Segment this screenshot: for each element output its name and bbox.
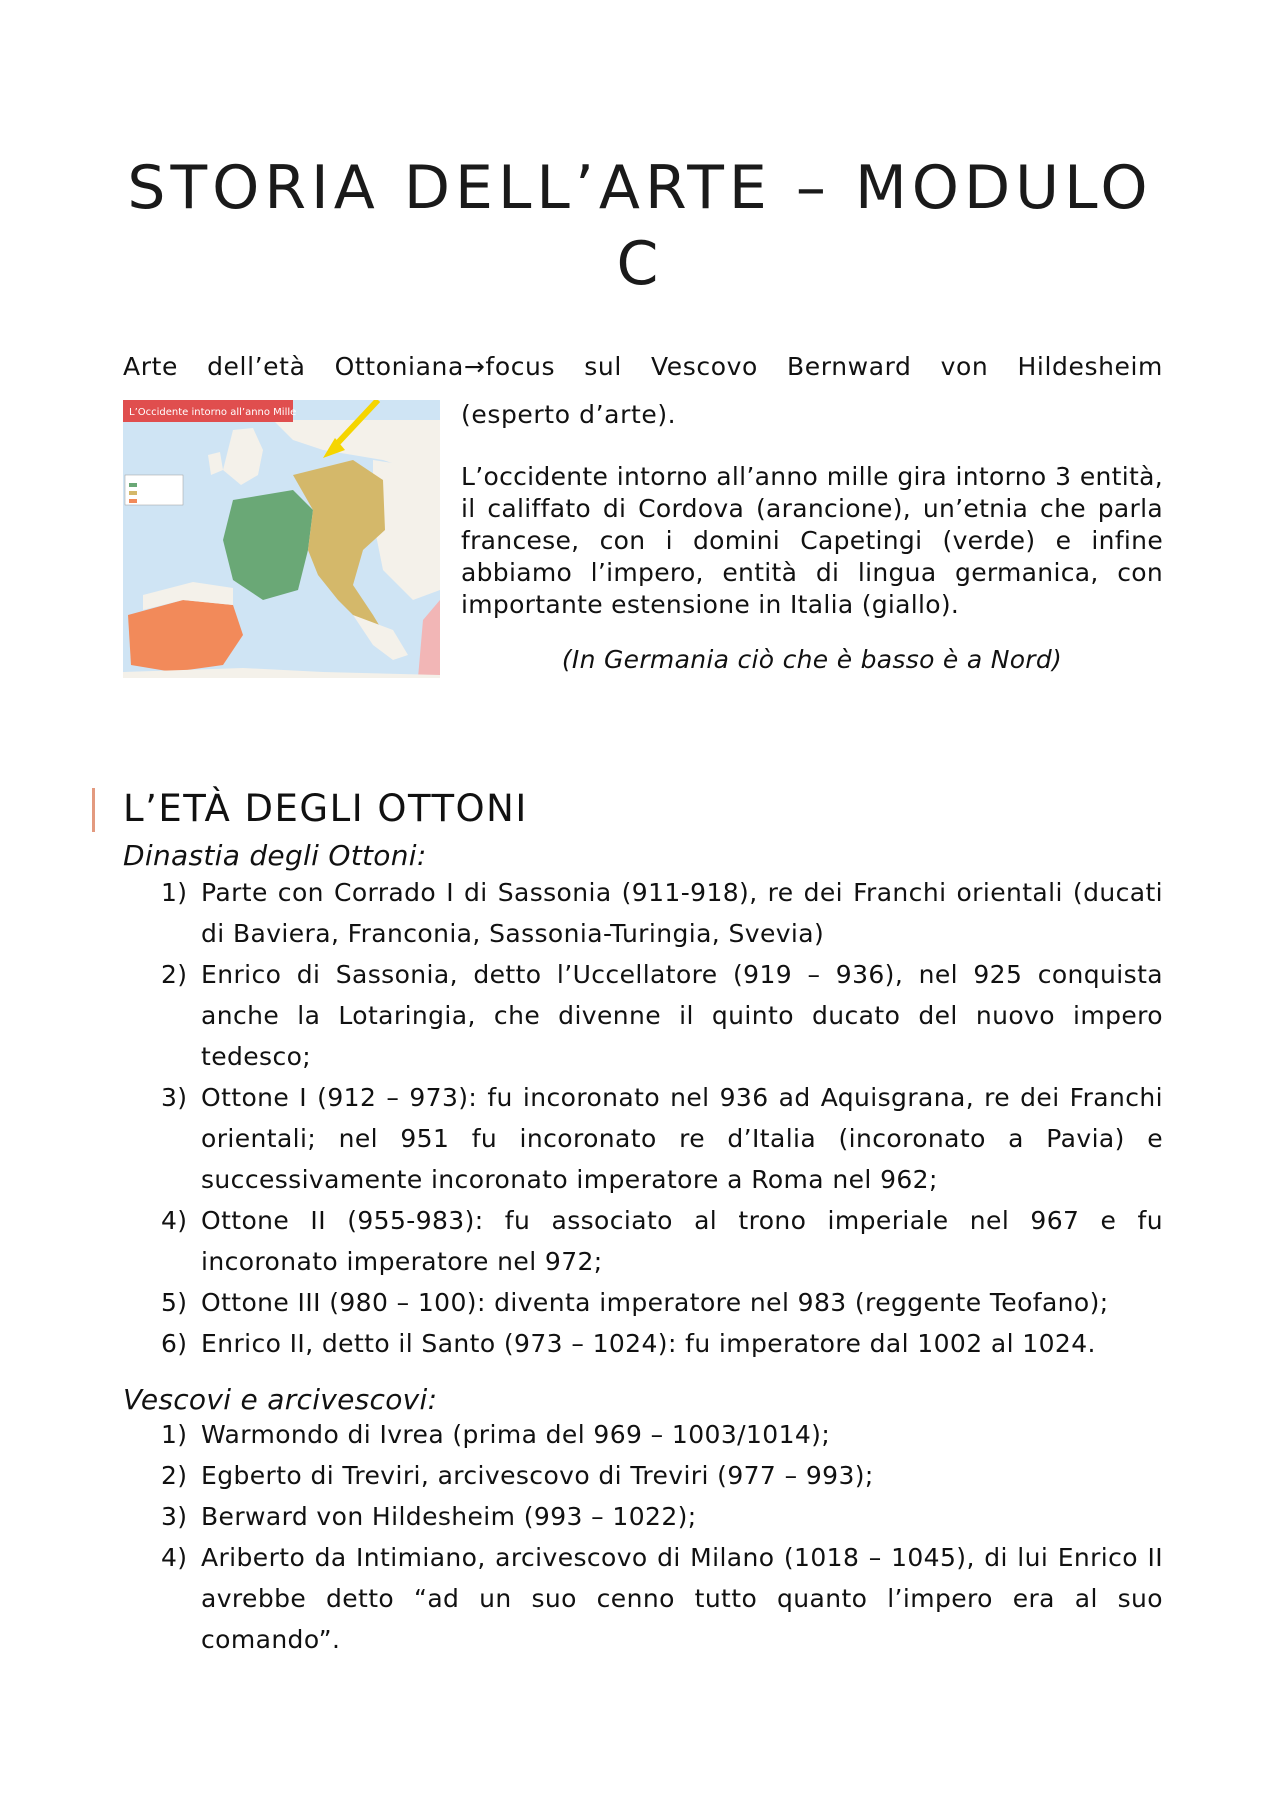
item-text: Berward von Hildesheim (993 – 1022); (201, 1502, 697, 1531)
item-number: 2) (161, 1461, 188, 1490)
item-number: 6) (161, 1329, 188, 1358)
list-item (123, 872, 1163, 954)
legend-swatch-yellow (129, 491, 137, 495)
list-item (123, 1537, 1163, 1660)
list-item (123, 1323, 1163, 1364)
item-text: Ottone I (912 – 973): fu incoronato nel 936 ad Aquisgrana, re dei Franchi orientali; nel 951 fu incoronato re d’Italia (incoronato a Pavia) e successivamente incoronato imperatore a Roma nel 962; (201, 1083, 1163, 1194)
list-item (123, 1496, 1163, 1537)
item-text: Parte con Corrado I di Sassonia (911-918), re dei Franchi orientali (ducati di Baviera, Franconia, Sassonia-Turingia, Svevia) (201, 878, 1163, 948)
section-heading: L’ETÀ DEGLI OTTONI (123, 787, 528, 830)
europe-map-image (123, 400, 440, 678)
map-caption: L’Occidente intorno all’anno Mille (129, 407, 297, 418)
item-number: 1) (161, 878, 188, 907)
list-item (123, 1200, 1163, 1282)
item-number: 5) (161, 1288, 188, 1317)
dynasty-list (123, 872, 1163, 1364)
intro-line: Arte dell’età Ottoniana→focus sul Vescovo Bernward von Hildesheim (123, 352, 1163, 381)
item-number: 3) (161, 1502, 188, 1531)
list-item (123, 1077, 1163, 1200)
item-text: Enrico II, detto il Santo (973 – 1024): fu imperatore dal 1002 al 1024. (201, 1329, 1096, 1358)
item-text: Ariberto da Intimiano, arcivescovo di Milano (1018 – 1045), di lui Enrico II avrebbe detto “ad un suo cenno tutto quanto l’impero era al suo comando”. (201, 1543, 1163, 1654)
item-number: 3) (161, 1083, 188, 1112)
intro-continuation: (esperto d’arte). (461, 400, 677, 429)
page-title: STORIA DELL’ARTE – MODULO C (127, 153, 1153, 299)
list-item (123, 1282, 1163, 1323)
item-number: 4) (161, 1206, 188, 1235)
item-number: 2) (161, 960, 188, 989)
list-item (123, 1455, 1163, 1496)
germany-note: (In Germania ciò che è basso è a Nord) (561, 645, 1063, 674)
legend-swatch-green (129, 483, 137, 487)
bishops-heading: Vescovi e arcivescovi: (123, 1383, 438, 1416)
list-item (123, 1414, 1163, 1455)
bishops-list (123, 1414, 1163, 1660)
item-number: 4) (161, 1543, 188, 1572)
item-text: Warmondo di Ivrea (prima del 969 – 1003/1014); (201, 1420, 831, 1449)
item-number: 1) (161, 1420, 188, 1449)
item-text: Egberto di Treviri, arcivescovo di Treviri (977 – 993); (201, 1461, 874, 1490)
item-text: Enrico di Sassonia, detto l’Uccellatore (919 – 936), nel 925 conquista anche la Lotaringia, che divenne il quinto ducato del nuovo impero tedesco; (201, 960, 1163, 1071)
occidente-paragraph: L’occidente intorno all’anno mille gira intorno 3 entità, il califfato di Cordova (arancione), un’etnia che parla francese, con i domini Capetingi (verde) e infine abbiamo l’impero, entità di lingua germanica, con importante estensione in Italia (giallo). (461, 462, 1163, 619)
list-item (123, 954, 1163, 1077)
item-text: Ottone III (980 – 100): diventa imperatore nel 983 (reggente Teofano); (201, 1288, 1109, 1317)
dynasty-heading: Dinastia degli Ottoni: (123, 839, 427, 872)
legend-swatch-orange (129, 499, 137, 503)
heading-accent-bar (92, 788, 95, 832)
item-text: Ottone II (955-983): fu associato al trono imperiale nel 967 e fu incoronato imperatore nel 972; (201, 1206, 1163, 1276)
